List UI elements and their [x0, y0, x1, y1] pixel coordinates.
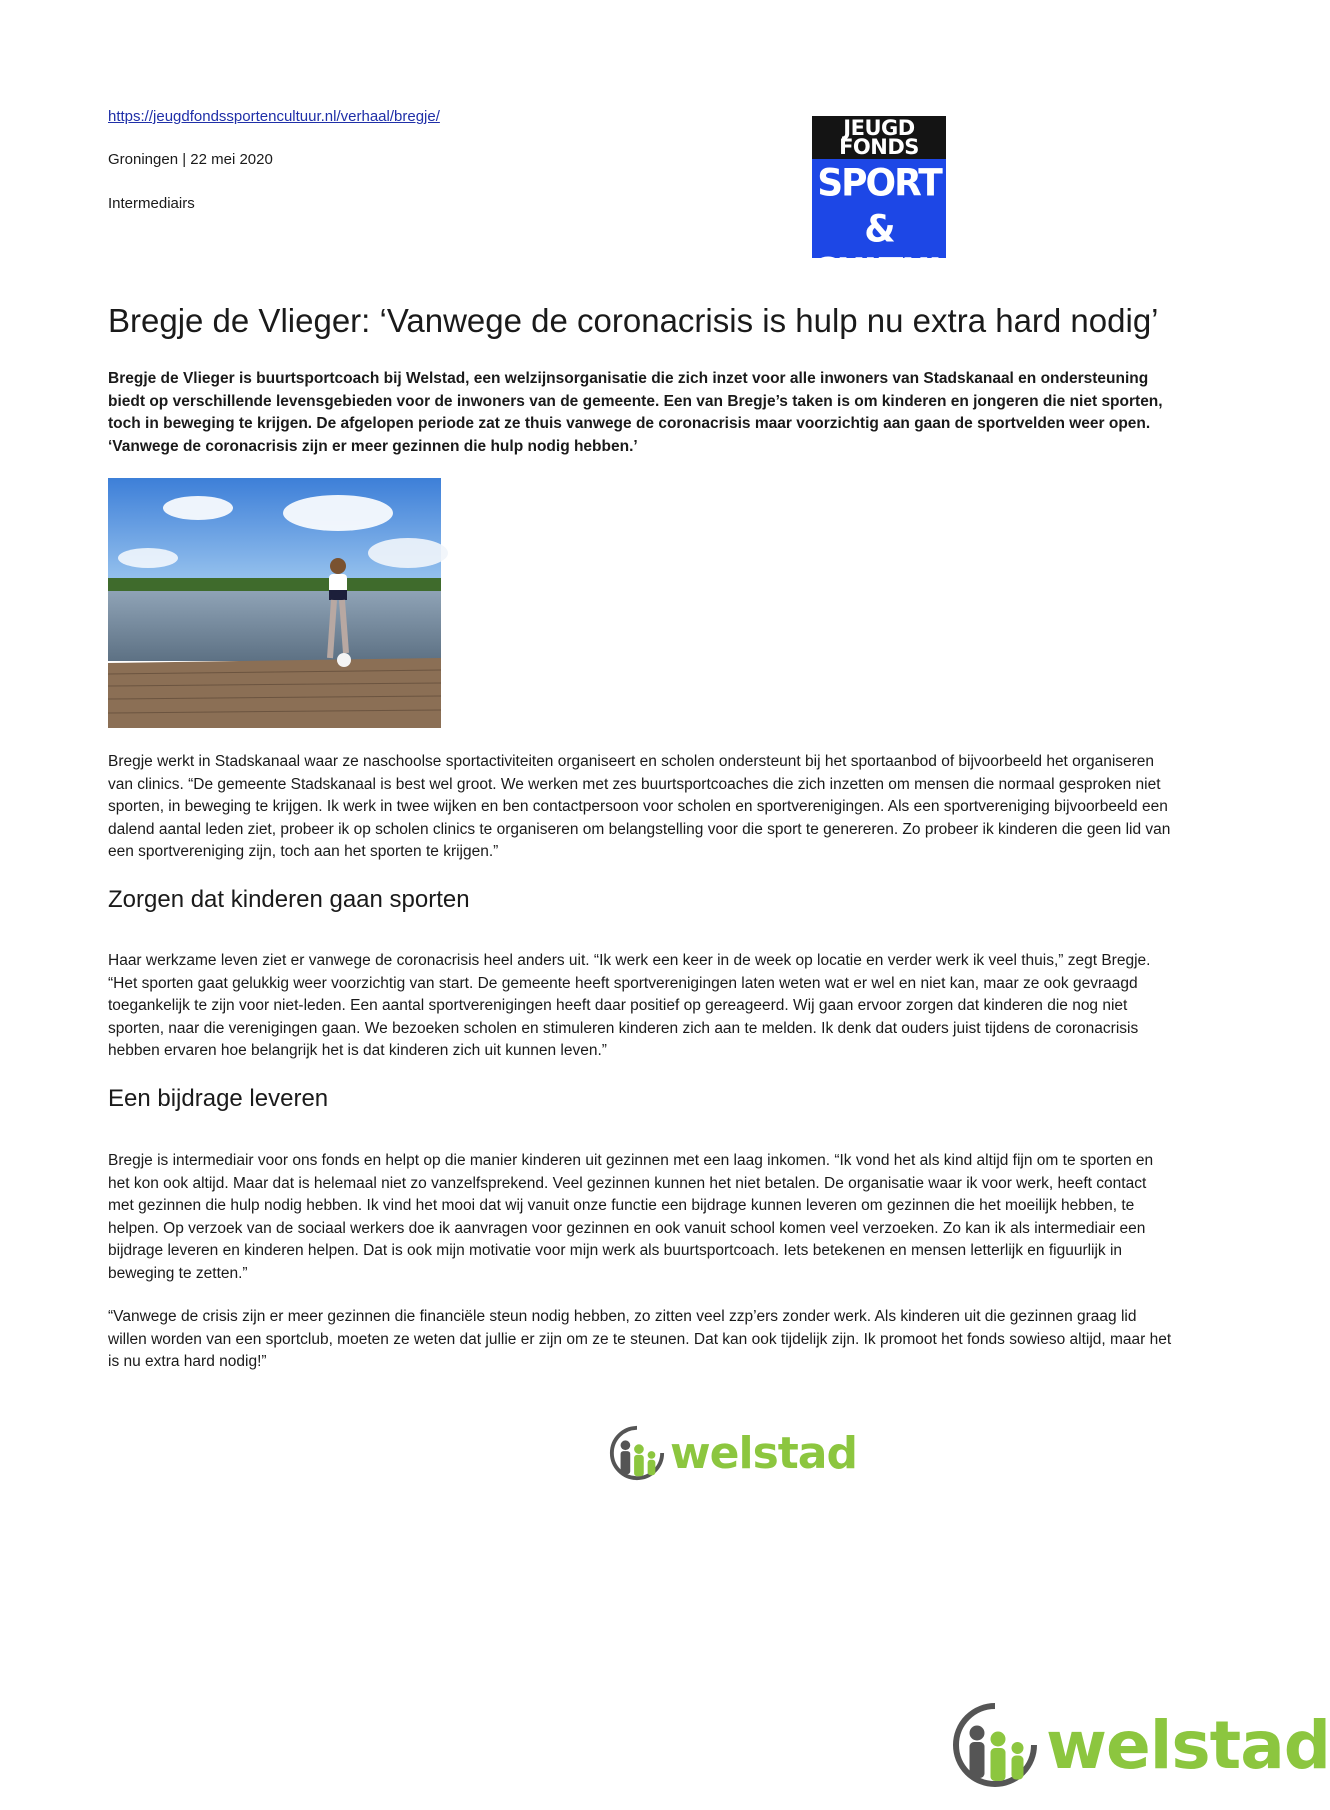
article-paragraph-2: Haar werkzame leven ziet er vanwege de coronacrisis heel anders uit. “Ik werk een keer in de week op locatie en verder werk ik veel thuis,” zegt Bregje. “Het sporten gaat gelukkig weer voorzichtig van start. De gemeente heeft sportverenigingen laten weten wat er wel en niet kan, maar ze ook gevraagd toegankelijk te zijn voor niet-leden. Een aantal sportverenigingen heeft daar positief op gereageerd. Wij gaan ervoor zorgen dat kinderen die nog niet sporten, naar die verenigingen gaan. We bezoeken scholen en stimuleren kinderen zich aan te melden. Ik denk dat ouders juist tijdens de coronacrisis hebben ervaren hoe belangrijk het is dat kinderen zich uit kunnen leven.”: [108, 952, 1151, 1059]
article-intro: Bregje de Vlieger is buurtsportcoach bij Welstad, een welzijnsorganisatie die zich inzet voor alle inwoners van Stadskanaal en ondersteuning biedt op verschillende levensgebieden voor de inwoners van de gemeente. Een van Bregje’s taken is om kinderen en jongeren die niet sporten, toch in beweging te krijgen. De afgelopen periode zat ze thuis vanwege de coronacrisis maar voorzichtig aan gaan de sportvelden weer open. ‘Vanwege de coronacrisis zijn er meer gezinnen die hulp nodig hebben.’: [108, 370, 1163, 455]
article-paragraph-4: “Vanwege de crisis zijn er meer gezinnen die financiële steun nodig hebben, zo zitten veel zzp’ers zonder werk. Als kinderen uit die gezinnen graag lid willen worden van een sportclub, moeten ze weten dat jullie er zijn om ze te steunen. Dat kan ook tijdelijk zijn. Ik promoot het fonds sowieso altijd, maar het is nu extra hard nodig!”: [108, 1308, 1172, 1370]
logo-line-sport: SPORT &: [817, 161, 941, 252]
welstad-logo-center: [608, 1424, 857, 1482]
jeugdfonds-logo: [812, 116, 982, 294]
logo-line-jeugd: JEUGD: [843, 116, 915, 140]
place-date: Groningen | 22 mei 2020: [108, 151, 273, 168]
section-heading-sporten: Zorgen dat kinderen gaan sporten: [108, 886, 470, 913]
welstad-logo-text: welstad: [1046, 1706, 1330, 1784]
welstad-people-icon: [950, 1700, 1040, 1790]
welstad-logo-text: welstad: [670, 1427, 857, 1479]
lake-photo: [108, 478, 441, 728]
article-url-link[interactable]: https://jeugdfondssportencultuur.nl/verhaal/bregje/: [108, 108, 440, 125]
article-paragraph-1: Bregje werkt in Stadskanaal waar ze naschoolse sportactiviteiten organiseert en scholen ondersteunt bij het sportaanbod of bijvoorbeeld het organiseren van clinics. “De gemeente Stadskanaal is best wel groot. We werken met zes buurtsportcoaches die zich inzetten om mensen die normaal gesproken niet sporten, in beweging te krijgen. Ik werk in twee wijken en ben contactpersoon voor scholen en sportverenigingen. Als een sportvereniging bijvoorbeeld een dalend aantal leden ziet, probeer ik op scholen clinics te organiseren om belangstelling voor die sport te genereren. Zo probeer ik kinderen die geen lid van een sportvereniging zijn, toch aan het sporten te krijgen.”: [108, 753, 1171, 860]
section-heading-bijdrage: Een bijdrage leveren: [108, 1085, 329, 1112]
logo-line-fonds: FONDS: [839, 135, 919, 159]
category-label: Intermediairs: [108, 195, 195, 212]
article-title: Bregje de Vlieger: ‘Vanwege de coronacrisis is hulp nu extra hard nodig’: [108, 302, 1159, 339]
article-paragraph-3: Bregje is intermediair voor ons fonds en helpt op die manier kinderen uit gezinnen met een laag inkomen. “Ik vond het als kind altijd fijn om te sporten en het kon ook altijd. Maar dat is helemaal niet zo vanzelfsprekend. Veel gezinnen kunnen het niet betalen. De organisatie waar ik voor werk, heeft contact met gezinnen die hulp nodig hebben. Ik vind het mooi dat wij vanuit onze functie een bijdrage kunnen leveren om gezinnen die het moeilijk hebben, te helpen. Op verzoek van de sociaal werkers doe ik aanvragen voor gezinnen en ook vanuit school komen veel verzoeken. Zo kan ik als intermediair een bijdrage leveren en kinderen helpen. Dat is ook mijn motivatie voor mijn werk als buurtsportcoach. Iets betekenen en mensen letterlijk en figuurlijk in beweging te zetten.”: [108, 1152, 1154, 1282]
welstad-logo-footer: [950, 1700, 1330, 1790]
welstad-people-icon: [608, 1424, 666, 1482]
logo-line-cultuur: CULTUUR: [812, 250, 982, 294]
